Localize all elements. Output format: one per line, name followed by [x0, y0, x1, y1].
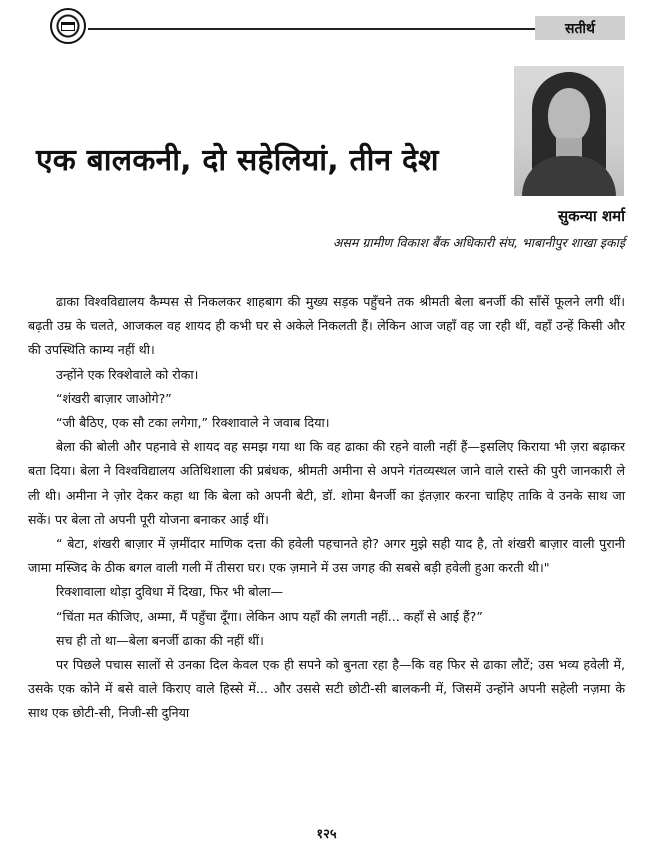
paragraph: पर पिछले पचास सालों से उनका दिल केवल एक ही सपने को बुनता रहा है—कि वह फिर से ढाका लौटें; उस भव्य हवेली में, उसके एक कोने में बसे वाले किराए वाले हिस्से में... और उससे सटी छोटी-सी बालकनी में, जिसमें उन्होंने अपनी सहेली नज़मा के साथ एक छोटी-सी, निजी-सी दुनिया — [28, 657, 625, 721]
author-affiliation: असम ग्रामीण विकाश बैंक अधिकारी संघ, भाबानीपुर शाखा इकाई — [332, 235, 625, 250]
paragraph: “शंखरी बाज़ार जाओगे?” — [56, 390, 172, 406]
paragraph: उन्होंने एक रिक्शेवाले को रोका। — [56, 366, 199, 382]
paragraph: रिक्शावाला थोड़ा दुविधा में दिखा, फिर भी बोला— — [56, 584, 284, 600]
article-body — [28, 290, 625, 726]
author-photo — [514, 66, 624, 196]
paragraph: “ बेटा, शंखरी बाज़ार में ज़मींदार माणिक दत्ता की हवेली पहचानते हो? अगर मुझे सही याद है, तो शंखरी बाज़ार वाली पुरानी जामा मस्जिद के ठीक बगल वाली गली में तीसरा घर। एक ज़माने में उस जगह की सबसे बड़ी हवेली हुआ करती थी।" — [28, 536, 625, 576]
photo-face — [548, 88, 590, 142]
paragraph: सच ही तो था—बेला बनर्जी ढाका की नहीं थीं। — [56, 632, 264, 648]
article-title: एक बालकनी, दो सहेलियां, तीन देश — [36, 143, 439, 178]
publication-logo-emblem — [50, 8, 86, 44]
paragraph: बेला की बोली और पहनावे से शायद वह समझ गया था कि वह ढाका की रहने वाली नहीं हैं—इसलिए किराया भी ज़रा बढ़ाकर बता दिया। बेला ने विश्वविद्यालय अतिथिशाला की प्रबंधक, श्रीमती अमीना से अपने गंतव्यस्थल जाने वाले रास्ते की पुरी जानकारी ले ली थी। अमीना ने ज़ोर देकर कहा था कि बेला को अपनी बेटी, डॉ. शोमा बैनर्जी का इंतज़ार करना चाहिए ताकि वे उनके साथ जा सकें। पर बेला तो अपनी पूरी योजना बनाकर आई थीं। — [28, 439, 625, 527]
author-name: सुकन्या शर्मा — [558, 207, 625, 225]
paragraph: “चिंता मत कीजिए, अम्मा, मैं पहुँचा दूँगा। लेकिन आप यहाँ की लगती नहीं... कहाँ से आई हैं?” — [56, 608, 483, 624]
page-number: १२५ — [316, 827, 337, 842]
header-rule — [88, 28, 538, 30]
paragraph: “जी बैठिए, एक सौ टका लगेगा,” रिक्शावाले ने जवाब दिया। — [56, 415, 330, 431]
paragraph: ढाका विश्वविद्यालय कैम्पस से निकलकर शाहबाग की मुख्य सड़क पहुँचने तक श्रीमती बेला बनर्जी की साँसें फूलने लगी थीं। बढ़ती उम्र के चलते, आजकल वह शायद ही कभी घर से अकेले निकलती हैं। लेकिन आज जहाँ वह जा रही थीं, वहाँ उन्हें किसी और की उपस्थिति काम्य नहीं थी। — [28, 294, 625, 358]
section-tag: सतीर्थ — [535, 16, 625, 40]
